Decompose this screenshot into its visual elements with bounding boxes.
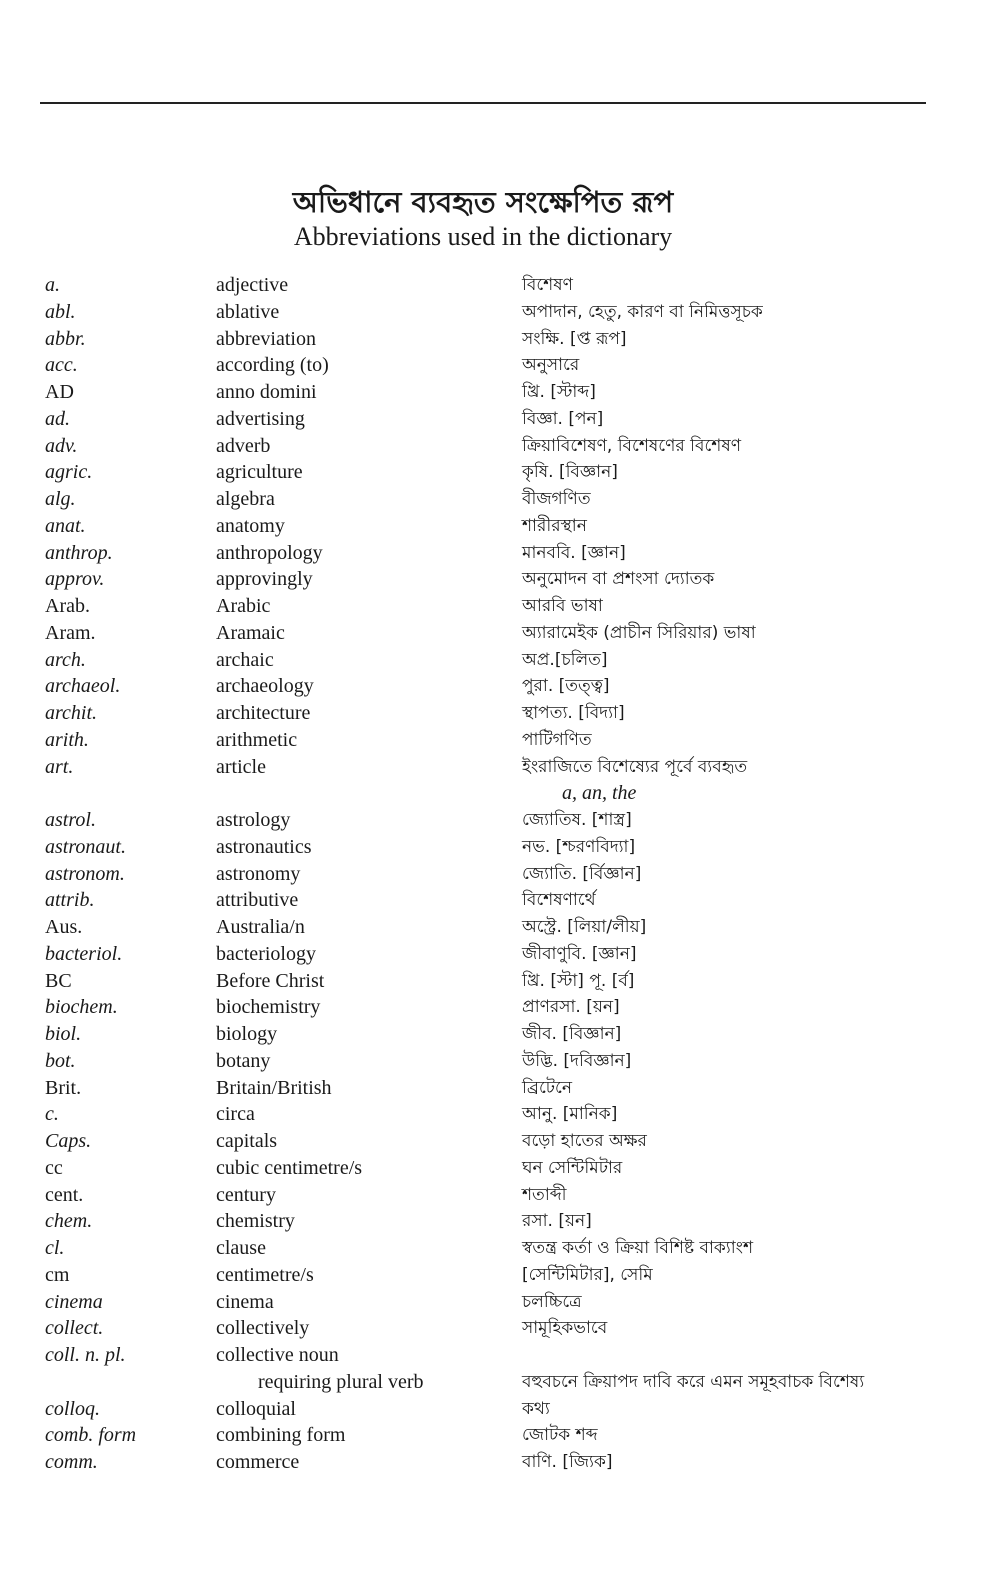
bengali-meaning: জোটক শব্দ	[522, 1425, 598, 1446]
abbreviation-entry	[0, 1021, 1000, 1048]
english-meaning: agriculture	[216, 461, 303, 484]
bengali-meaning: ক্রিয়াবিশেষণ, বিশেষণের বিশেষণ	[522, 435, 742, 456]
abbreviation-entry	[0, 727, 1000, 754]
bengali-meaning: মানববি. [জ্ঞান]	[522, 542, 626, 563]
abbreviation: biochem.	[45, 996, 118, 1019]
abbreviation: agric.	[45, 461, 93, 484]
abbreviation-entry	[0, 1128, 1000, 1155]
bengali-meaning: স্বতন্ত্র কর্তা ও ক্রিয়া বিশিষ্ট বাক্যাংশ	[522, 1238, 753, 1258]
bengali-meaning: অনুমোদন বা প্রশংসা দ্যোতক	[522, 569, 715, 590]
english-meaning: arithmetic	[216, 728, 298, 751]
bengali-meaning: অপাদান, হেতু, কারণ বা নিমিত্তসূচক	[522, 301, 763, 322]
abbreviation-entry	[0, 780, 1000, 807]
abbreviation-entry	[0, 754, 1000, 781]
abbreviation: bot.	[45, 1049, 76, 1072]
abbreviation: bacteriol.	[45, 942, 123, 965]
abbreviation-entry	[0, 1422, 1000, 1449]
abbreviation-entry	[0, 566, 1000, 593]
english-meaning: clause	[216, 1237, 266, 1259]
english-meaning: according (to)	[216, 354, 329, 377]
bengali-meaning: a, an, the	[562, 782, 637, 805]
bengali-meaning: পাটিগণিত	[522, 729, 592, 750]
english-meaning: circa	[216, 1103, 255, 1126]
english-meaning: Australia/n	[216, 916, 305, 938]
abbreviation-entry	[0, 887, 1000, 914]
abbreviation: anthrop.	[45, 541, 113, 564]
bengali-meaning: পুরা. [তত্ত্ব]	[522, 676, 610, 697]
abbreviation: adv.	[45, 434, 78, 457]
english-meaning: century	[216, 1183, 276, 1206]
english-meaning: astronautics	[216, 835, 312, 858]
abbreviation-entry	[0, 673, 1000, 700]
bengali-meaning: কৃষি. [বিজ্ঞান]	[522, 462, 618, 483]
bengali-meaning: নভ. [শ্চরণবিদ্যা]	[522, 836, 636, 857]
abbreviation-entry	[0, 861, 1000, 888]
abbreviation: astronom.	[45, 862, 125, 885]
bengali-meaning: অস্ট্রে. [লিয়া/লীয়]	[522, 917, 647, 937]
english-meaning: ablative	[216, 300, 280, 323]
abbreviation-entry	[0, 1235, 1000, 1262]
abbreviation-entry	[0, 834, 1000, 861]
english-meaning: cubic centimetre/s	[216, 1156, 363, 1179]
abbreviation-entry	[0, 1155, 1000, 1182]
abbreviation-entry	[0, 1101, 1000, 1128]
english-meaning: abbreviation	[216, 327, 316, 350]
abbreviation: acc.	[45, 354, 78, 377]
abbreviation-entry	[0, 1048, 1000, 1075]
abbreviation: attrib.	[45, 889, 95, 912]
english-meaning: biochemistry	[216, 996, 321, 1019]
english-meaning: bacteriology	[216, 942, 316, 965]
page-title-bengali: অভিধানে ব্যবহৃত সংক্ষেপিত রূপ	[292, 185, 674, 219]
english-meaning: Arabic	[216, 595, 271, 617]
abbreviation-entry	[0, 647, 1000, 674]
abbreviation: cc	[45, 1156, 63, 1179]
bengali-meaning: জ্যোতি. [র্বিজ্ঞান]	[522, 863, 642, 884]
bengali-meaning: বাণি. [জ্যিক]	[522, 1452, 613, 1472]
abbreviation-entry	[0, 1182, 1000, 1209]
abbreviation-entry	[0, 1208, 1000, 1235]
abbreviation-entry	[0, 1396, 1000, 1423]
abbreviation-entry	[0, 352, 1000, 379]
top-rule	[40, 102, 926, 104]
abbreviation-entry	[0, 459, 1000, 486]
abbreviation: Arab.	[45, 595, 90, 617]
abbreviation-entry	[0, 1449, 1000, 1476]
abbreviation: biol.	[45, 1023, 82, 1045]
abbreviation: alg.	[45, 488, 76, 510]
abbreviation-entry	[0, 1369, 1000, 1396]
bengali-meaning: চলচ্চিত্রে	[522, 1291, 582, 1312]
abbreviation: archaeol.	[45, 675, 121, 698]
bengali-meaning: অ্যারামেইক (প্রাচীন সিরিয়ার) ভাষা	[522, 622, 756, 643]
abbreviation-entry	[0, 593, 1000, 620]
english-meaning: archaic	[216, 648, 274, 671]
abbreviation-entry	[0, 620, 1000, 647]
bengali-meaning: ঘন সেন্টিমিটার	[522, 1157, 623, 1178]
bengali-meaning: রসা. [য়ন]	[522, 1211, 592, 1232]
abbreviation: Aram.	[45, 621, 96, 644]
bengali-meaning: স্থাপত্য. [বিদ্যা]	[522, 703, 625, 723]
abbreviation: abl.	[45, 300, 76, 323]
bengali-meaning: বিশেষণ	[522, 275, 573, 295]
english-meaning: Before Christ	[216, 969, 325, 992]
bengali-meaning: কথ্য	[522, 1398, 550, 1419]
page-title-english: Abbreviations used in the dictionary	[293, 222, 673, 251]
abbreviation-entry	[0, 406, 1000, 433]
english-meaning: archaeology	[216, 675, 314, 698]
abbreviation: cl.	[45, 1237, 65, 1259]
abbreviation-entry	[0, 433, 1000, 460]
bengali-meaning: আরবি ভাষা	[522, 596, 603, 616]
abbreviation: approv.	[45, 568, 105, 591]
abbreviation-entry	[0, 1262, 1000, 1289]
abbreviation: ad.	[45, 407, 70, 430]
abbreviation: arith.	[45, 728, 89, 751]
abbreviation-entry	[0, 272, 1000, 299]
english-meaning: approvingly	[216, 568, 313, 591]
english-meaning: Aramaic	[216, 621, 285, 644]
abbreviation: comm.	[45, 1451, 98, 1473]
abbreviation: astrol.	[45, 809, 96, 831]
english-meaning: combining form	[216, 1424, 346, 1447]
bengali-meaning: বীজগণিত	[522, 489, 591, 509]
abbreviation: a.	[45, 274, 60, 296]
abbreviation-entry	[0, 968, 1000, 995]
abbreviation: Caps.	[45, 1130, 92, 1152]
bengali-meaning: জীব. [বিজ্ঞান]	[522, 1024, 622, 1044]
english-meaning: anatomy	[216, 514, 285, 537]
abbreviation-entry	[0, 513, 1000, 540]
bengali-meaning: [সেন্টিমিটার], সেমি	[522, 1264, 653, 1285]
english-meaning: biology	[216, 1023, 278, 1045]
abbreviation-entry	[0, 914, 1000, 941]
abbreviation: Aus.	[45, 916, 83, 938]
abbreviation-entry	[0, 994, 1000, 1021]
bengali-meaning: প্রাণরসা. [য়ন]	[522, 997, 620, 1018]
english-meaning: advertising	[216, 407, 305, 430]
abbreviation: coll. n. pl.	[45, 1344, 126, 1366]
bengali-meaning: খ্রি. [স্টা] পূ. [র্ব]	[522, 970, 635, 991]
abbreviation: BC	[45, 969, 72, 992]
english-meaning: anthropology	[216, 541, 323, 564]
abbreviation: archit.	[45, 702, 98, 724]
abbreviation: cent.	[45, 1183, 84, 1206]
english-meaning: collectively	[216, 1317, 310, 1340]
english-meaning: adverb	[216, 434, 271, 457]
english-meaning: adjective	[216, 274, 289, 296]
bengali-meaning: জীবাণুবি. [জ্ঞান]	[522, 943, 637, 964]
abbreviation: astronaut.	[45, 835, 126, 858]
bengali-meaning: শতাব্দী	[522, 1184, 567, 1205]
abbreviation-entry	[0, 299, 1000, 326]
abbreviation: AD	[45, 381, 74, 403]
english-meaning: cinema	[216, 1290, 274, 1313]
abbreviation-list	[0, 272, 1000, 1476]
bengali-meaning: বিশেষণার্থে	[522, 890, 596, 911]
english-meaning: attributive	[216, 889, 299, 912]
english-meaning: requiring plural verb	[258, 1370, 424, 1393]
bengali-meaning: বিজ্ঞা. [পন]	[522, 408, 604, 429]
abbreviation: arch.	[45, 648, 86, 671]
abbreviation-entry	[0, 379, 1000, 406]
abbreviation: art.	[45, 755, 74, 778]
bengali-meaning: উদ্ভি. [দবিজ্ঞান]	[522, 1050, 632, 1071]
english-meaning: algebra	[216, 488, 275, 510]
english-meaning: commerce	[216, 1451, 300, 1473]
abbreviation: comb. form	[45, 1424, 137, 1447]
abbreviation: cm	[45, 1263, 70, 1286]
bengali-meaning: আনু. [মানিক]	[522, 1104, 618, 1125]
abbreviation: Brit.	[45, 1076, 82, 1099]
abbreviation: colloq.	[45, 1397, 100, 1420]
english-meaning: collective noun	[216, 1344, 339, 1366]
english-meaning: chemistry	[216, 1210, 295, 1233]
english-meaning: botany	[216, 1049, 271, 1072]
abbreviation-entry	[0, 807, 1000, 834]
english-meaning: astronomy	[216, 862, 301, 885]
bengali-meaning: বড়ো হাতের অক্ষর	[522, 1131, 647, 1151]
abbreviation-entry	[0, 1342, 1000, 1369]
bengali-meaning: বহুবচনে ক্রিয়াপদ দাবি করে এমন সমূহবাচক বিশেষ্য	[522, 1371, 865, 1392]
bengali-meaning: সামূহিকভাবে	[522, 1318, 608, 1339]
abbreviation-entry	[0, 1289, 1000, 1316]
abbreviation: cinema	[45, 1290, 103, 1313]
abbreviation-entry	[0, 540, 1000, 567]
abbreviation-entry	[0, 700, 1000, 727]
english-meaning: architecture	[216, 702, 311, 724]
english-meaning: colloquial	[216, 1397, 296, 1420]
english-meaning: anno domini	[216, 381, 317, 403]
abbreviation: chem.	[45, 1210, 93, 1233]
abbreviation: collect.	[45, 1317, 104, 1340]
abbreviation-entry	[0, 486, 1000, 513]
bengali-meaning: সংক্ষি. [প্ত রূপ]	[522, 328, 627, 349]
abbreviation-entry	[0, 1075, 1000, 1102]
abbreviation: abbr.	[45, 327, 86, 350]
bengali-meaning: জ্যোতিষ. [শাস্ত্র]	[522, 810, 632, 830]
abbreviation-entry	[0, 1315, 1000, 1342]
english-meaning: astrology	[216, 809, 291, 831]
english-meaning: article	[216, 755, 266, 778]
abbreviation: c.	[45, 1103, 59, 1126]
english-meaning: capitals	[216, 1130, 278, 1152]
abbreviation: anat.	[45, 514, 86, 537]
bengali-meaning: ইংরাজিতে বিশেষ্যের পূর্বে ব্যবহৃত	[522, 756, 748, 777]
abbreviation-entry	[0, 326, 1000, 353]
english-meaning: Britain/British	[216, 1076, 332, 1099]
bengali-meaning: খ্রি. [স্টাব্দ]	[522, 382, 596, 402]
bengali-meaning: অপ্র.[চলিত]	[522, 649, 608, 670]
bengali-meaning: অনুসারে	[522, 355, 580, 376]
english-meaning: centimetre/s	[216, 1263, 314, 1286]
bengali-meaning: ব্রিটেনে	[522, 1077, 573, 1098]
bengali-meaning: শারীরস্থান	[522, 515, 587, 536]
abbreviation-entry	[0, 941, 1000, 968]
